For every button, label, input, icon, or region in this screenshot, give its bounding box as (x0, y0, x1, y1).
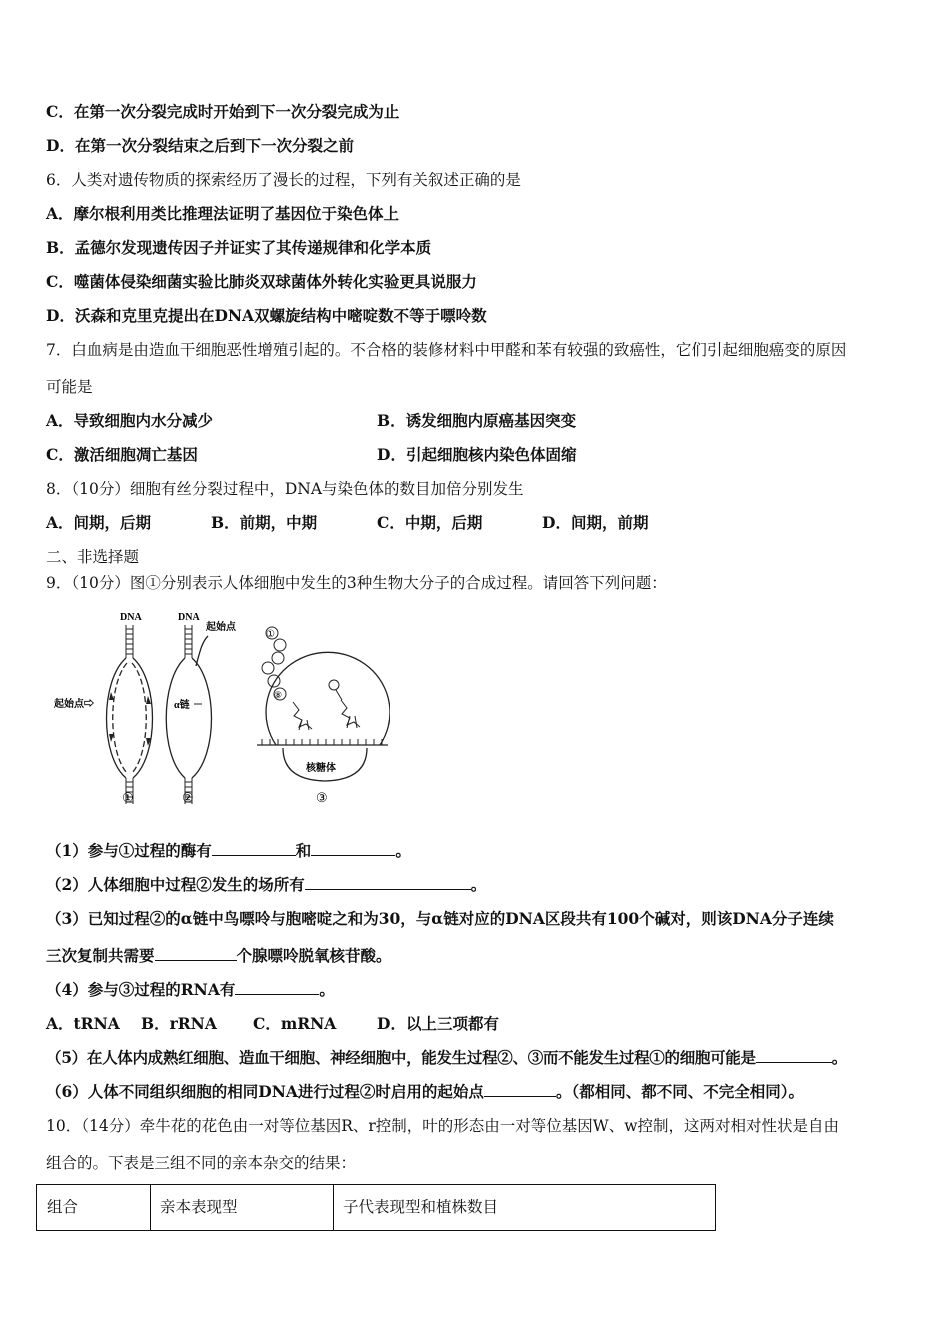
q9-part3-blank[interactable] (155, 946, 237, 961)
q7-option-d: D．引起细胞核内染色体固缩 (377, 445, 577, 464)
table-header-offspring: 子代表现型和植株数目 (343, 1198, 499, 1216)
q9-part1-text-b: 和 (295, 841, 312, 860)
q9-part3-text-c: 个腺嘌呤脱氧核苷酸。 (236, 946, 392, 965)
q8-stem: 8．（10分）细胞有丝分裂过程中，DNA与染色体的数目加倍分别发生 (46, 480, 524, 498)
q9-part6-text-b: 。（都相同、都不同、不完全相同）。 (555, 1082, 804, 1101)
q9-part2 (46, 875, 486, 895)
q9-stem: 9．（10分）图①分别表示人体细胞中发生的3种生物大分子的合成过程。请回答下列问题： (46, 574, 667, 592)
dna1-replication-bubble (107, 658, 153, 778)
q10-stem-line2: 组合的。下表是三组不同的亲本杂交的结果： (46, 1154, 357, 1172)
q9-part4-option-c: C．mRNA (253, 1014, 337, 1033)
q9-part5-text-b: 。 (831, 1048, 847, 1067)
dna2-top-ladder (185, 625, 192, 658)
large-ribosome-subunit (266, 652, 390, 745)
q9-part1-text-a: （1）参与①过程的酶有 (46, 841, 212, 860)
section-heading: 二、非选择题 (46, 548, 140, 566)
q9-part5 (46, 1048, 847, 1068)
q9-part3-line1: （3）已知过程②的α链中鸟嘌呤与胞嘧啶之和为30，与α链对应的DNA区段共有100个碱对，则该DNA分子连续 (46, 909, 834, 928)
q9-part6 (46, 1082, 804, 1102)
q9-part4-text-b: 。 (319, 980, 335, 999)
q9-part4 (46, 980, 335, 1000)
q6-option-c: C．噬菌体侵染细菌实验比肺炎双球菌体外转化实验更具说服力 (46, 272, 477, 291)
q9-part6-text-a: （6）人体不同组织细胞的相同DNA进行过程②时启用的起始点 (46, 1082, 484, 1101)
q9-part1 (46, 841, 411, 861)
q9-part4-option-a: A．tRNA (46, 1014, 120, 1033)
figure-num3-label: ③ (316, 790, 328, 805)
figure-dna2-label: DNA (178, 612, 200, 623)
q7-stem-line1: 7．白血病是由造血干细胞恶性增殖引起的。不合格的装修材料中甲醛和苯有较强的致癌性，它们引起细胞癌变的原因 (46, 341, 847, 359)
figure-origin-top-label: 起始点 (206, 622, 236, 633)
q9-part1-blank2[interactable] (311, 841, 395, 856)
figure-origin-left-label: 起始点⇨ (54, 699, 94, 710)
synthesis-process-figure (50, 606, 390, 811)
q9-part5-text-a: （5）在人体内成熟红细胞、造血干细胞、神经细胞中，能发生过程②、③而不能发生过程①的细胞可能是 (46, 1048, 756, 1067)
figure-ribosome-label: 核糖体 (306, 763, 336, 774)
dna1-top-ladder (126, 625, 133, 658)
q9-part4-blank[interactable] (235, 980, 319, 995)
q6-option-a: A．摩尔根利用类比推理法证明了基因位于染色体上 (46, 204, 400, 223)
q9-part4-text-a: （4）参与③过程的RNA有 (46, 980, 236, 999)
cross-results-table (36, 1184, 716, 1231)
q9-part3-line2 (46, 946, 392, 966)
figure-num1-small-label: ① (266, 629, 275, 640)
q6-stem: 6．人类对遗传物质的探索经历了漫长的过程，下列有关叙述正确的是 (46, 171, 521, 189)
q9-part3-text-b: 三次复制共需要 (46, 946, 155, 965)
trna-molecules (293, 680, 360, 730)
q9-part1-text-c: 。 (395, 841, 411, 860)
q9-part2-text-a: （2）人体细胞中过程②发生的场所有 (46, 875, 305, 894)
q10-stem-line1: 10．（14分）牵牛花的花色由一对等位基因R、r控制，叶的形态由一对等位基因W、w控制，这两对相对性状是自由 (46, 1117, 839, 1135)
q8-option-c: C．中期，后期 (377, 513, 483, 532)
q8-option-d: D．间期，前期 (542, 513, 649, 532)
figure-num1-label: ① (122, 790, 134, 805)
q6-option-d: D．沃森和克里克提出在DNA双螺旋结构中嘧啶数不等于嘌呤数 (46, 306, 487, 325)
table-header-parents: 亲本表现型 (160, 1198, 238, 1216)
q7-option-a: A．导致细胞内水分减少 (46, 411, 214, 430)
table-header-group: 组合 (47, 1198, 79, 1216)
q9-part4-option-b: B．rRNA (141, 1014, 217, 1033)
q5-option-c: C．在第一次分裂完成时开始到下一次分裂完成为止 (46, 102, 400, 121)
q9-part1-blank1[interactable] (212, 841, 296, 856)
figure-dna1-label: DNA (120, 612, 142, 623)
figure-num8-label: ⑧ (274, 690, 283, 700)
q9-part2-text-b: 。 (470, 875, 487, 894)
q7-option-b: B．诱发细胞内原癌基因突变 (377, 411, 577, 430)
q7-option-c: C．激活细胞凋亡基因 (46, 445, 198, 464)
q7-stem-line2: 可能是 (46, 378, 93, 396)
q9-part4-option-d: D．以上三项都有 (377, 1014, 499, 1033)
mrna-codon-ticks (262, 739, 382, 745)
q6-option-b: B．孟德尔发现遗传因子并证实了其传递规律和化学本质 (46, 238, 432, 257)
figure-num2-label: ② (182, 790, 194, 805)
figure-alpha-chain-label: α链 (174, 700, 190, 711)
q5-option-d: D．在第一次分裂结束之后到下一次分裂之前 (46, 136, 354, 155)
q9-part6-blank[interactable] (484, 1082, 556, 1097)
q9-part5-blank[interactable] (756, 1048, 832, 1063)
q8-option-b: B．前期，中期 (211, 513, 318, 532)
q8-option-a: A．间期，后期 (46, 513, 152, 532)
q9-part2-blank[interactable] (305, 875, 471, 890)
